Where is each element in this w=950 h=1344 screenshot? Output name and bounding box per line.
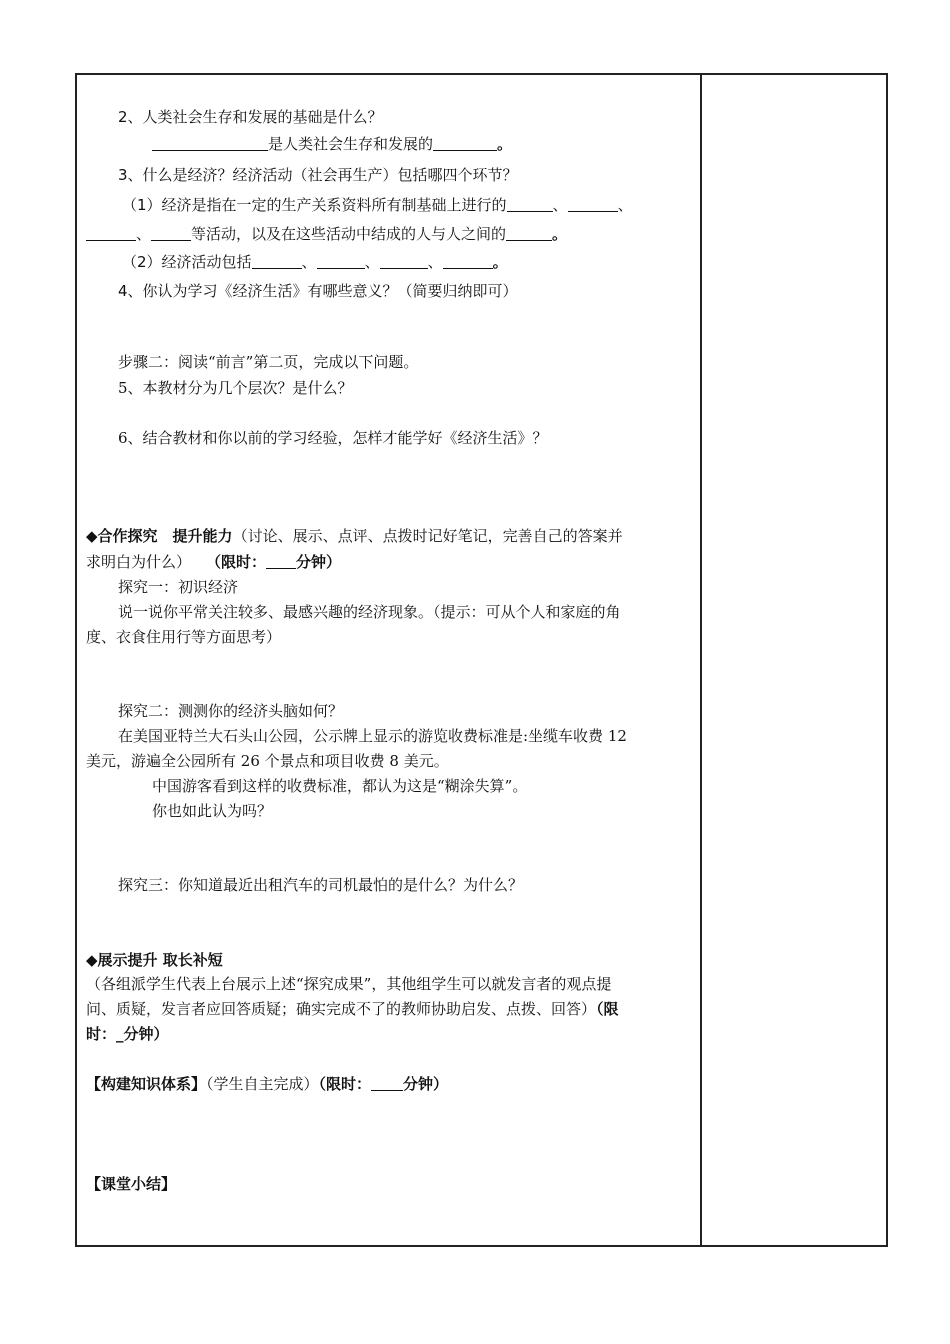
explore-2-title: 探究二：测测你的经济头脑如何？ bbox=[118, 702, 344, 720]
blank[interactable] bbox=[443, 254, 493, 269]
blank[interactable] bbox=[506, 226, 552, 241]
question-3-part-1-cont: 、 等活动，以及在这些活动中结成的人与人之间的 。 bbox=[86, 224, 567, 244]
question-6: 6、结合教材和你以前的学习经验，怎样才能学好《经济生活》？ bbox=[118, 429, 548, 447]
blank[interactable] bbox=[86, 226, 136, 241]
show-limit: 时：_分钟） bbox=[86, 1025, 169, 1043]
question-3-part-2: （2）经济活动包括 、 、 、 。 bbox=[122, 253, 508, 271]
cooperate-heading: ◆合作探究 提升能力（讨论、展示、点评、点拨时记好笔记，完善自己的答案并 bbox=[86, 527, 623, 545]
knowledge-heading: 【构建知识体系】（学生自主完成）（限时： 分钟） bbox=[86, 1075, 449, 1093]
show-text: （各组派学生代表上台展示上述“探究成果”，其他组学生可以就发言者的观点提 bbox=[86, 975, 612, 993]
blank[interactable] bbox=[507, 197, 553, 212]
blank[interactable] bbox=[151, 226, 191, 241]
cooperate-heading-cont: 求明白为什么） （限时： 分钟） bbox=[86, 553, 342, 571]
notes-column bbox=[702, 75, 886, 1245]
summary-heading: 【课堂小结】 bbox=[86, 1175, 177, 1193]
blank[interactable] bbox=[380, 254, 428, 269]
explore-2-reaction: 中国游客看到这样的收费标准，都认为这是“糊涂失算”。 bbox=[152, 777, 528, 795]
explore-2-text: 在美国亚特兰大石头山公园，公示牌上显示的游览收费标准是:坐缆车收费 12 bbox=[118, 727, 627, 745]
explore-2-question: 你也如此认为吗？ bbox=[152, 802, 273, 820]
blank[interactable] bbox=[317, 254, 365, 269]
question-2: 2、人类社会生存和发展的基础是什么？ bbox=[118, 108, 383, 126]
step-2: 步骤二：阅读“前言”第二页，完成以下问题。 bbox=[118, 353, 419, 371]
explore-1-text: 说一说你平常关注较多、最感兴趣的经济现象。（提示：可从个人和家庭的角 bbox=[118, 603, 621, 621]
question-4: 4、你认为学习《经济生活》有哪些意义？（简要归纳即可） bbox=[118, 282, 518, 300]
explore-2-text-cont: 美元，游遍全公园所有 26 个景点和项目收费 8 美元。 bbox=[86, 752, 449, 770]
question-3-part-1: （1）经济是指在一定的生产关系资料所有制基础上进行的 、 、 bbox=[122, 196, 633, 214]
section-title: 合作探究 提升能力 bbox=[97, 527, 233, 545]
question-2-answer-line: 是人类社会生存和发展的 。 bbox=[152, 134, 512, 154]
section-title: 【构建知识体系】 bbox=[86, 1075, 207, 1093]
blank[interactable] bbox=[266, 554, 296, 569]
blank[interactable] bbox=[252, 254, 302, 269]
show-text-cont: 问、质疑，发言者应回答质疑；确实完成不了的教师协助启发、点拨、回答）（限 bbox=[86, 1000, 619, 1018]
diamond-icon: ◆ bbox=[86, 951, 98, 969]
section-title: 展示提升 取长补短 bbox=[97, 951, 223, 969]
blank[interactable] bbox=[568, 197, 618, 212]
diamond-icon: ◆ bbox=[86, 527, 98, 545]
question-5: 5、本教材分为几个层次？是什么？ bbox=[118, 379, 353, 397]
question-3: 3、什么是经济？经济活动（社会再生产）包括哪四个环节？ bbox=[118, 166, 518, 184]
explore-3-title: 探究三：你知道最近出租汽车的司机最怕的是什么？为什么？ bbox=[118, 876, 524, 894]
blank[interactable] bbox=[371, 1076, 403, 1091]
explore-1-title: 探究一：初识经济 bbox=[118, 578, 239, 596]
show-heading bbox=[86, 950, 223, 970]
blank[interactable] bbox=[152, 136, 268, 151]
explore-1-text-cont: 度、衣食住用行等方面思考） bbox=[86, 628, 282, 646]
blank[interactable] bbox=[433, 136, 497, 151]
